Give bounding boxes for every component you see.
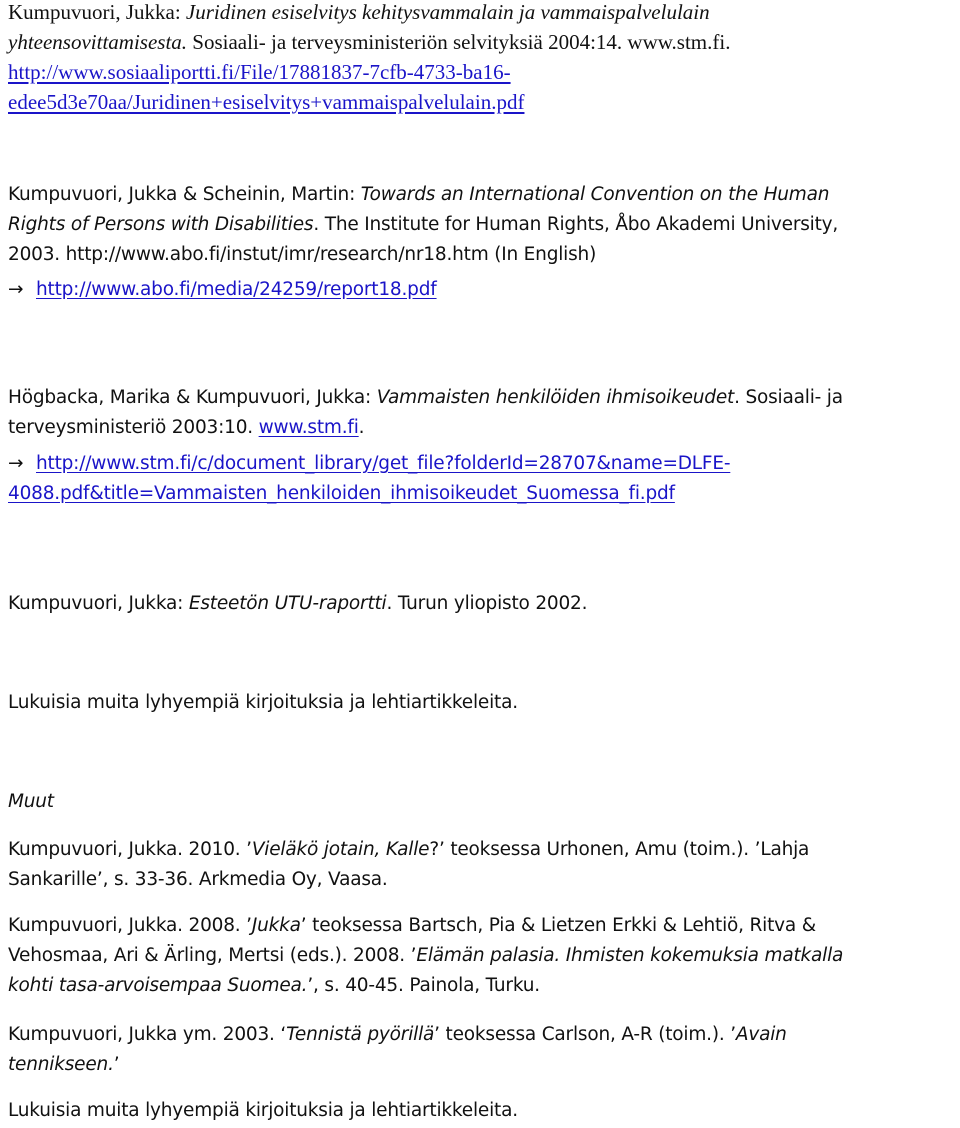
reference-esteeton-utu	[8, 589, 956, 619]
other-tennista-pyorilla	[8, 1020, 956, 1080]
other3-part2: ’ teoksessa Carlson, A-R (toim.). ’	[434, 1024, 736, 1045]
ref3-period: .	[358, 417, 365, 438]
reference-vammaisten-ihmisoikeudet	[8, 383, 956, 509]
ref3-link-line1[interactable]: http://www.stm.fi/c/document_library/get_file?folderId=28707&name=DLFE-	[36, 453, 731, 474]
ref1-link-line1[interactable]: http://www.sosiaaliportti.fi/File/17881837-7cfb-4733-ba16-	[8, 60, 511, 84]
other2-book-title-cont: kohti tasa-arvoisempaa Suomea.	[8, 975, 308, 996]
ref2-author: Kumpuvuori, Jukka & Scheinin, Martin:	[8, 184, 361, 205]
other1-part2: ?’ teoksessa Urhonen, Amu (toim.). ’Lahja	[429, 839, 810, 860]
other2-title: Jukka	[251, 915, 301, 936]
section-heading: Muut	[8, 791, 54, 812]
ref4-publisher: . Turun yliopisto 2002.	[386, 593, 588, 614]
misc-note-2	[8, 1096, 956, 1126]
other1-line2: Sankarille’, s. 33-36. Arkmedia Oy, Vaasa.	[8, 869, 388, 890]
ref2-year-url: 2003. http://www.abo.fi/instut/imr/research/nr18.htm (In English)	[8, 244, 597, 265]
ref2-title: Towards an International Convention on the Human	[360, 184, 830, 205]
ref2-title-cont: Rights of Persons with Disabilities	[8, 214, 314, 235]
ref3-publisher: . Sosiaali- ja	[734, 387, 843, 408]
other1-part1: Kumpuvuori, Jukka. 2010. ’	[8, 839, 252, 860]
other2-part2: ’ teoksessa Bartsch, Pia & Lietzen Erkki & Lehtiö, Ritva &	[300, 915, 816, 936]
ref4-title: Esteetön UTU-raportti	[188, 593, 387, 614]
other3-line2-title: tennikseen.	[8, 1054, 114, 1075]
misc-text: Lukuisia muita lyhyempiä kirjoituksia ja lehtiartikkeleita.	[8, 692, 518, 713]
other2-line2a: Vehosmaa, Ari & Ärling, Mertsi (eds.). 2008. ’	[8, 945, 417, 966]
ref1-title: Juridinen esiselvitys kehitysvammalain ja vammaispalvelulain	[185, 0, 710, 24]
reference-juridinen-esiselvitys	[8, 0, 956, 117]
ref3-title: Vammaisten henkilöiden ihmisoikeudet	[376, 387, 735, 408]
other3-line2-end: ’	[113, 1054, 120, 1075]
misc-text: Lukuisia muita lyhyempiä kirjoituksia ja lehtiartikkeleita.	[8, 1100, 518, 1121]
other-jukka	[8, 911, 956, 1001]
ref3-ministry: terveysministeriö 2003:10.	[8, 417, 259, 438]
ref1-author: Kumpuvuori, Jukka:	[8, 0, 186, 24]
other2-part1: Kumpuvuori, Jukka. 2008. ’	[8, 915, 252, 936]
ref2-publisher: . The Institute for Human Rights, Åbo Akademi University,	[313, 214, 839, 235]
other2-book-title: Elämän palasia. Ihmisten kokemuksia matkalla	[416, 945, 844, 966]
ref1-publisher: Sosiaali- ja terveysministeriön selvityksiä 2004:14. www.stm.fi.	[187, 30, 731, 54]
other3-title2: Avain	[735, 1024, 787, 1045]
other3-title: Tennistä pyörillä	[286, 1024, 435, 1045]
ref1-title-cont: yhteensovittamisesta.	[8, 30, 188, 54]
arrow-right-icon: →	[8, 279, 24, 300]
ref3-link-line2[interactable]: 4088.pdf&title=Vammaisten_henkiloiden_ihmisoikeudet_Suomessa_fi.pdf	[8, 483, 675, 504]
other3-part1: Kumpuvuori, Jukka ym. 2003. ‘	[8, 1024, 287, 1045]
other2-line3-end: ’, s. 40-45. Painola, Turku.	[307, 975, 540, 996]
ref4-author: Kumpuvuori, Jukka:	[8, 593, 189, 614]
ref1-link-line2[interactable]: edee5d3e70aa/Juridinen+esiselvitys+vammaispalvelulain.pdf	[8, 90, 525, 114]
other-vielako-jotain	[8, 835, 956, 895]
ref2-report-link[interactable]: http://www.abo.fi/media/24259/report18.pdf	[36, 279, 437, 300]
misc-note-1	[8, 688, 956, 718]
reference-towards-convention	[8, 180, 956, 305]
arrow-right-icon: →	[8, 453, 24, 474]
other1-title: Vieläkö jotain, Kalle	[251, 839, 430, 860]
ref3-author: Högbacka, Marika & Kumpuvuori, Jukka:	[8, 387, 377, 408]
section-muut	[8, 787, 956, 817]
ref3-stm-link[interactable]: www.stm.fi	[258, 417, 359, 438]
